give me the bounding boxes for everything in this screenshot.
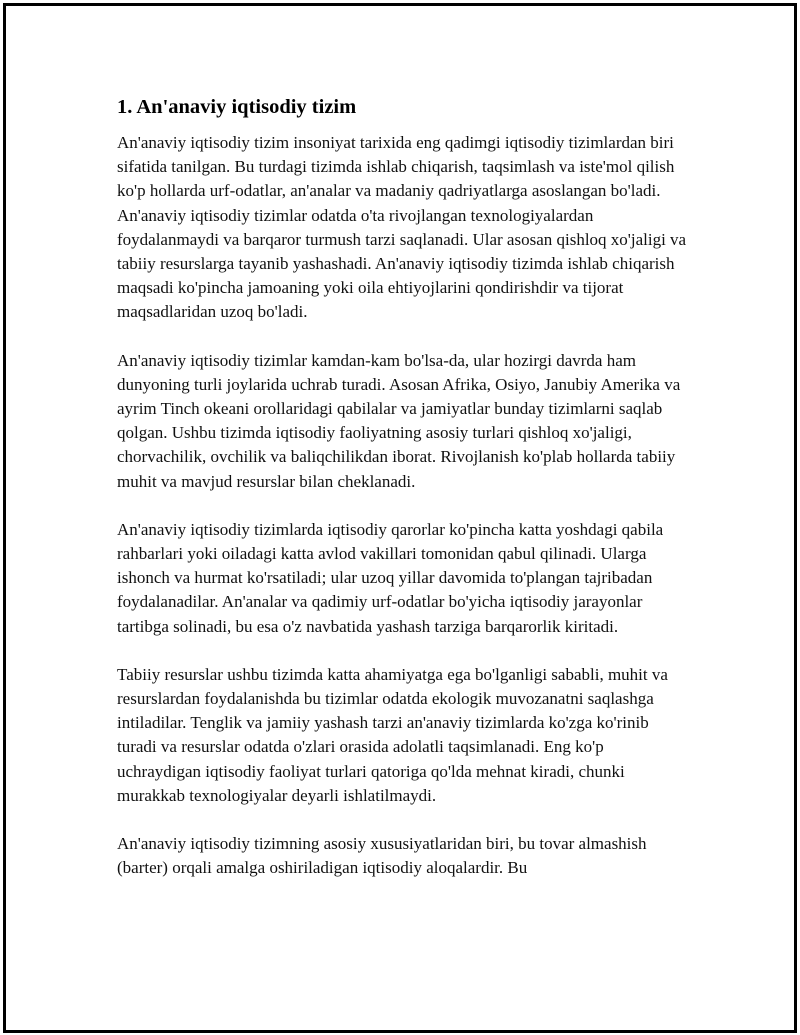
section-heading: 1. An'anaviy iqtisodiy tizim — [117, 96, 357, 118]
paragraph-5: An'anaviy iqtisodiy tizimning asosiy xususiyatlaridan biri, bu tovar almashish (barter) orqali amalga oshiriladigan iqtisodiy aloqalardir. Bu — [117, 834, 647, 878]
paragraph-4: Tabiiy resurslar ushbu tizimda katta ahamiyatga ega bo'lganligi sababli, muhit va resurslardan foydalanishda bu tizimlar odatda ekologik muvozanatni saqlashga intiladilar. Tenglik va jamiiy yashash tarzi an'anaviy tizimlarda ko'zga ko'rinib turadi va resurslar odatda o'zlari orasida adolatli taqsimlanadi. Eng ko'p uchraydigan iqtisodiy faoliyat turlari qatoriga qo'lda mehnat kiradi, chunki murakkab texnologiyalar deyarli ishlatilmaydi. — [117, 664, 668, 805]
paragraph-2: An'anaviy iqtisodiy tizimlar kamdan-kam bo'lsa-da, ular hozirgi davrda ham dunyoning turli joylarida uchrab turadi. Asosan Afrika, Osiyo, Janubiy Amerika va ayrim Tinch okeani orollaridagi qabilalar va jamiyatlar bunday tizimlarni saqlab qolgan. Ushbu tizimda iqtisodiy faoliyatning asosiy turlari qishloq xo'jaligi, chorvachilik, ovchilik va baliqchilikdan iborat. Rivojlanish ko'plab hollarda tabiiy muhit va mavjud resurslar bilan cheklanadi. — [117, 350, 681, 491]
paragraph-1: An'anaviy iqtisodiy tizim insoniyat tarixida eng qadimgi iqtisodiy tizimlardan biri sifatida tanilgan. Bu turdagi tizimda ishlab chiqarish, taqsimlash va iste'mol qilish ko'p hollarda urf-odatlar, an'analar va madaniy qadriyatlarga asoslangan bo'ladi. An'anaviy iqtisodiy tizimlar odatda o'ta rivojlangan texnologiyalardan foydalanmaydi va barqaror turmush tarzi saqlanadi. Ular asosan qishloq xo'jaligi va tabiiy resurslarga tayanib yashashadi. An'anaviy iqtisodiy tizimda ishlab chiqarish maqsadi ko'pincha jamoaning yoki oila ehtiyojlarini qondirishdir va tijorat maqsadlaridan uzoq bo'ladi. — [117, 133, 687, 322]
paragraph-3: An'anaviy iqtisodiy tizimlarda iqtisodiy qarorlar ko'pincha katta yoshdagi qabila rahbarlari yoki oiladagi katta avlod vakillari tomonidan qabul qilinadi. Ularga ishonch va hurmat ko'rsatiladi; ular uzoq yillar davomida to'plangan tajribadan foydalanadilar. An'analar va qadimiy urf-odatlar bo'yicha iqtisodiy jarayonlar tartibga solinadi, bu esa o'z navbatida yashash tarziga barqarorlik kiritadi. — [117, 519, 664, 636]
document-body — [117, 93, 687, 904]
